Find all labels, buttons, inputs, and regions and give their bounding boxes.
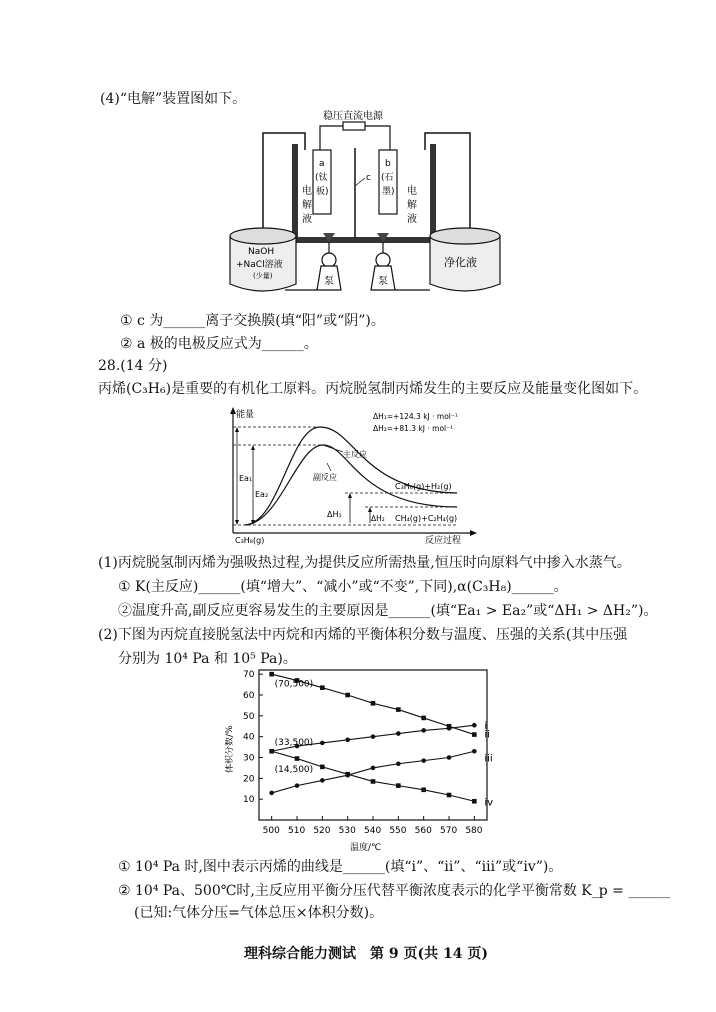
data-point [371, 779, 376, 784]
data-point [421, 716, 426, 721]
x-tick-label: 530 [338, 826, 356, 836]
product1-label: C₃H₆(g)+H₂(g) [395, 482, 452, 491]
power-box [343, 122, 365, 130]
x-tick-label: 580 [465, 826, 483, 836]
electrode-a-text1: a [319, 159, 325, 169]
data-point [472, 723, 477, 728]
electrode-b-text3: 墨) [382, 187, 395, 197]
data-point [421, 758, 426, 763]
q4-intro: (4)“电解”装置图如下。 [100, 91, 247, 107]
dh1-short: ΔH₁ [327, 510, 342, 519]
power-label: 稳压直流电源 [323, 111, 383, 122]
tank-left-text3: (少量) [253, 272, 273, 280]
q28-1a: ① K(主反应)______(填“增大”、“减小”或“不变”,下同),α(C₃H₈)______。 [118, 579, 568, 595]
tank-left-text2: +NaCl溶液 [236, 260, 283, 270]
data-point [320, 765, 325, 770]
x-tick-label: 550 [389, 826, 407, 836]
chart-ylabel: 体积分数/% [225, 725, 235, 773]
page-footer: 理科综合能力测试 第 9 页(共 14 页) [244, 946, 488, 962]
y-tick-label: 50 [243, 711, 255, 722]
reactant-label: C₃H₈(g) [235, 536, 265, 545]
data-point [345, 737, 350, 742]
data-point [345, 693, 350, 698]
energy-ylabel: 能量 [236, 410, 255, 420]
data-point [396, 783, 401, 788]
data-point [295, 783, 300, 788]
data-point [320, 741, 325, 746]
data-point [472, 799, 477, 804]
x-tick-label: 520 [313, 826, 331, 836]
pump-right-label: 泵 [378, 276, 388, 287]
point-annotation: (33,500) [274, 738, 314, 748]
energy-diagram [225, 405, 480, 547]
x-tick-label: 560 [414, 826, 432, 836]
chart-xlabel: 温度/℃ [350, 843, 382, 853]
series-label: iii [484, 753, 493, 765]
q28-2-2: ② 10⁴ Pa、500℃时,主反应用平衡分压代替平衡浓度表示的化学平衡常数 K_p = ______ [118, 883, 671, 899]
data-point [320, 685, 325, 690]
y-tick-label: 20 [243, 774, 255, 785]
electrode-b-text1: b [385, 159, 391, 169]
electrolysis-diagram [225, 108, 510, 303]
y-tick-label: 60 [243, 691, 255, 701]
electrolyte-left-2: 解 [302, 200, 312, 211]
point-annotation: (70,500) [274, 679, 314, 690]
electrode-b-text2: (石 [381, 173, 394, 183]
q4-1: ① c 为______离子交换膜(填“阳”或“阴”)。 [120, 313, 385, 329]
electrolyte-left-1: 电 [302, 186, 312, 197]
data-point [269, 749, 274, 754]
q28-2b: 分别为 10⁴ Pa 和 10⁵ Pa)。 [118, 651, 297, 667]
data-point [447, 724, 452, 729]
series-label: iv [484, 797, 494, 809]
main-reaction-label: 主反应 [343, 450, 367, 459]
energy-dh1: ΔH₁=+124.3 kJ · mol⁻¹ [373, 412, 458, 421]
pump-left-label: 泵 [324, 276, 334, 287]
pump-right [376, 253, 390, 267]
electrolyte-right-1: 电 [407, 186, 417, 197]
data-point [345, 772, 350, 777]
data-point [269, 791, 274, 796]
data-point [447, 793, 452, 798]
y-tick-label: 10 [243, 795, 255, 806]
dh2-short: ΔH₂ [371, 514, 385, 523]
data-point [421, 787, 426, 792]
y-tick-label: 40 [243, 732, 255, 743]
data-point [421, 728, 426, 733]
y-tick-label: 70 [243, 670, 255, 681]
equilibrium-chart [225, 668, 515, 853]
electrode-a-text2: (钛 [315, 173, 328, 183]
y-tick-label: 30 [243, 753, 255, 764]
electrolyte-right-3: 液 [407, 214, 417, 225]
point-annotation: (14,500) [274, 765, 314, 776]
main-reaction-curve [245, 427, 457, 525]
electrolyte-right-2: 解 [407, 200, 417, 211]
q28-head: 28.(14 分) [98, 358, 168, 374]
data-point [396, 707, 401, 712]
q28-intro: 丙烯(C₃H₆)是重要的有机化工原料。丙烷脱氢制丙烯发生的主要反应及能量变化图如下。 [98, 381, 648, 397]
data-point [295, 756, 300, 761]
q28-2a: (2)下图为丙烷直接脱氢法中丙烷和丙烯的平衡体积分数与温度、压强的关系(其中压强 [98, 627, 628, 643]
tank-right-text: 净化液 [444, 256, 477, 269]
data-point [371, 701, 376, 706]
ea2-label: Ea₂ [255, 490, 269, 499]
series-label: ii [484, 729, 490, 741]
energy-dh2: ΔH₂=+81.3 kJ · mol⁻¹ [373, 424, 454, 433]
q28-2-1: ① 10⁴ Pa 时,图中表示丙烯的曲线是______(填“ⅰ”、“ⅱ”、“ⅲ”或“ⅳ”)。 [118, 859, 563, 875]
electrode-a-text3: 板) [316, 187, 329, 197]
q28-1: (1)丙烷脱氢制丙烯为强吸热过程,为提供反应所需热量,恒压时向原料气中掺入水蒸气。 [98, 555, 631, 571]
x-tick-label: 510 [288, 826, 306, 836]
data-point [320, 778, 325, 783]
series-label: i [484, 721, 488, 733]
product2-label: CH₄(g)+C₂H₄(g) [395, 514, 458, 523]
x-tick-label: 540 [364, 826, 382, 836]
x-tick-label: 570 [440, 826, 458, 836]
data-point [396, 761, 401, 766]
q28-1b: ②温度升高,副反应更容易发生的主要原因是______(填“Ea₁ > Ea₂”或“ΔH₁ > ΔH₂”)。 [118, 603, 658, 619]
data-point [371, 734, 376, 739]
data-point [472, 749, 477, 754]
tank-left-text1: NaOH [248, 247, 275, 257]
data-point [447, 755, 452, 760]
electrolyte-left-3: 液 [302, 214, 312, 225]
data-point [371, 766, 376, 771]
q28-2-3: (已知:气体分压=气体总压×体积分数)。 [134, 905, 384, 921]
ea1-label: Ea₁ [239, 474, 253, 483]
pump-left [322, 253, 336, 267]
membrane-label: c [366, 173, 371, 183]
energy-xlabel: 反应过程 [425, 536, 462, 546]
q4-2: ② a 极的电极反应式为______。 [120, 336, 318, 352]
data-point [396, 731, 401, 736]
data-point [472, 732, 477, 737]
x-tick-label: 500 [262, 826, 280, 836]
side-reaction-label: 副反应 [313, 473, 337, 482]
data-point [269, 672, 274, 677]
